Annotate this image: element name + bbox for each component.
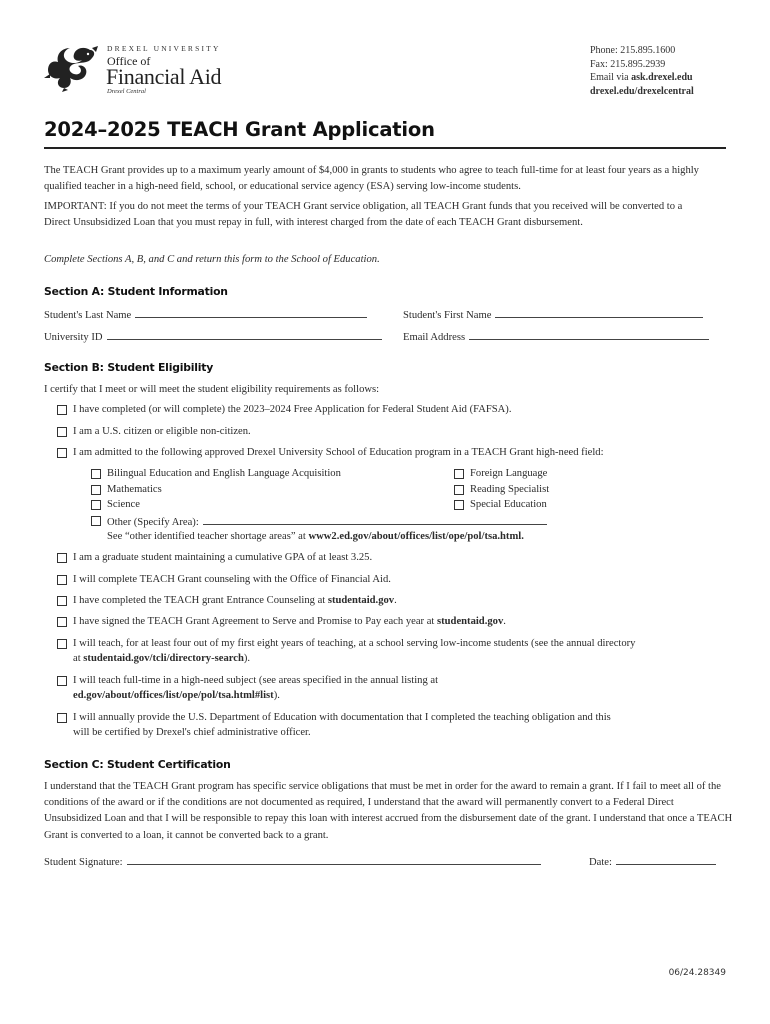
item-teach-high-need-line1: I will teach full-time in a high-need subject (see areas specified in the annual listing at	[73, 675, 439, 686]
field-reading-specialist-label: Reading Specialist	[470, 484, 550, 495]
university-id-field	[44, 328, 382, 343]
item-agreement-post: .	[503, 616, 506, 627]
item-fafsa-text: I have completed (or will complete) the 2023–2024 Free Application for Federal Student Aid (FAFSA).	[73, 404, 512, 415]
checkbox-agreement[interactable]	[57, 617, 67, 627]
item-teach-high-need-text	[73, 673, 733, 703]
checkbox-foreign-language[interactable]	[454, 469, 464, 479]
intro-paragraph-2: IMPORTANT: If you do not meet the terms of your TEACH Grant service obligation, all TEACH Grant funds that you received will be converted to a Direct Unsubsidized Loan that you must repay in full, with interest charged from the date of each TEACH Grant disbursement.	[44, 201, 683, 228]
item-counseling-pre: I will complete TEACH Grant counseling with the Office of Financial Aid.	[73, 574, 391, 585]
university-id-label: University ID	[44, 332, 103, 343]
field-special-education-label: Special Education	[470, 499, 547, 510]
email-label: Email Address	[403, 332, 466, 343]
page-title: 2024–2025 TEACH Grant Application	[44, 118, 435, 141]
form-code: 06/24.28349	[668, 968, 726, 978]
field-bilingual-label: Bilingual Education and English Language Acquisition	[107, 468, 341, 479]
email-field	[403, 328, 709, 343]
item-counseling-text	[73, 572, 391, 587]
checkbox-documentation[interactable]	[57, 713, 67, 723]
checkbox-citizen[interactable]	[57, 427, 67, 437]
checkbox-counseling[interactable]	[57, 575, 67, 585]
date-input[interactable]	[616, 853, 716, 865]
section-c-text: I understand that the TEACH Grant program has specific service obligations that must be met in order for the award to remain a grant. If I fail to meet all of the conditions of the award or if the conditions are not documented as required, I understand that the award will permanently convert to a Federal Direct Unsubsidized Loan and that I will be responsible to repay this loan with interest accrued from the disbursement date of the grant. I understand that once a TEACH Grant is converted to a loan, it cannot be converted back to a grant.	[44, 781, 733, 841]
item-citizen-text: I am a U.S. citizen or eligible non-citizen.	[73, 426, 251, 437]
item-teach-low-income-link[interactable]: studentaid.gov/tcli/directory-search	[83, 653, 244, 664]
item-entrance-link[interactable]: studentaid.gov	[327, 595, 395, 606]
shortage-areas-prefix: See “other identified teacher shortage areas” at	[107, 531, 309, 542]
checkbox-fafsa[interactable]	[57, 405, 67, 415]
checkbox-other[interactable]	[91, 516, 101, 526]
logo-department: Financial Aid	[106, 64, 222, 89]
intro-instructions: Complete Sections A, B, and C and return this form to the School of Education.	[44, 254, 380, 265]
contact-phone: Phone: 215.895.1600	[590, 45, 676, 56]
section-b-intro: I certify that I meet or will meet the student eligibility requirements as follows:	[44, 384, 380, 395]
section-a-title: Section A: Student Information	[44, 285, 228, 298]
item-gpa-pre: I am a graduate student maintaining a cumulative GPA of at least 3.25.	[73, 552, 373, 563]
date-label: Date:	[589, 857, 612, 868]
item-entrance-post: .	[394, 595, 397, 606]
checkbox-teach-high-need[interactable]	[57, 676, 67, 686]
item-entrance-pre: I have completed the TEACH grant Entrance Counseling at	[73, 595, 328, 606]
checkbox-bilingual[interactable]	[91, 469, 101, 479]
shortage-areas-note	[107, 529, 524, 544]
checkbox-reading-specialist[interactable]	[454, 485, 464, 495]
logo-university-name: DREXEL UNIVERSITY	[107, 44, 221, 53]
item-teach-low-income-line2	[73, 651, 733, 666]
logo-office-of: Office of	[107, 54, 151, 68]
item-teach-high-need-link[interactable]: ed.gov/about/offices/list/ope/pol/tsa.html#list	[73, 690, 274, 701]
section-b-title: Section B: Student Eligibility	[44, 361, 214, 374]
checkbox-science[interactable]	[91, 500, 101, 510]
first-name-label: Student's First Name	[403, 310, 492, 321]
item-admitted-text: I am admitted to the following approved Drexel University School of Education program in a TEACH Grant high-need field:	[73, 447, 604, 458]
field-science-label: Science	[107, 499, 140, 510]
intro-paragraph-1: The TEACH Grant provides up to a maximum yearly amount of $4,000 in grants to students who agree to teach full-time for at least four years as a highly qualified teacher in a high-need field, school, or educational service agency (ESA) serving low-income students.	[44, 165, 699, 192]
checkbox-admitted[interactable]	[57, 448, 67, 458]
item-agreement-link[interactable]: studentaid.gov	[437, 616, 504, 627]
signature-input[interactable]	[127, 853, 541, 865]
drexel-dragon-logo-icon	[44, 44, 100, 92]
checkbox-mathematics[interactable]	[91, 485, 101, 495]
last-name-input[interactable]	[135, 306, 367, 318]
shortage-areas-link[interactable]: www2.ed.gov/about/offices/list/ope/pol/tsa.html.	[308, 531, 524, 542]
section-c-title: Section C: Student Certification	[44, 758, 231, 771]
logo-subtitle: Drexel Central	[107, 88, 146, 95]
contact-email	[590, 71, 726, 85]
checkbox-special-education[interactable]	[454, 500, 464, 510]
contact-email-prefix: Email via	[590, 72, 632, 83]
field-other-label: Other (Specify Area):	[107, 517, 199, 528]
field-other	[107, 513, 547, 530]
item-entrance-text	[73, 593, 397, 608]
contact-block	[590, 44, 726, 98]
contact-fax: Fax: 215.895.2939	[590, 58, 666, 70]
date-field	[589, 853, 716, 868]
item-teach-low-income-post: ).	[243, 653, 251, 664]
first-name-field	[403, 306, 703, 321]
field-mathematics-label: Mathematics	[107, 484, 162, 495]
item-teach-high-need-line2	[73, 688, 733, 703]
title-divider	[44, 147, 726, 149]
university-id-input[interactable]	[107, 328, 382, 340]
item-teach-high-need-post: ).	[273, 690, 280, 701]
other-area-input[interactable]	[203, 513, 547, 525]
item-teach-low-income-line1: I will teach, for at least four out of my first eight years of teaching, at a school serving low-income students (see the annual directory	[73, 638, 636, 649]
signature-label: Student Signature:	[44, 857, 123, 868]
item-teach-low-income-pre: at	[73, 653, 84, 664]
checkbox-entrance-counseling[interactable]	[57, 596, 67, 606]
contact-website-link[interactable]: drexel.edu/drexelcentral	[590, 85, 694, 97]
item-teach-low-income-text	[73, 636, 733, 666]
email-input[interactable]	[469, 328, 709, 340]
item-documentation-text	[73, 710, 733, 740]
item-gpa-text	[73, 550, 372, 565]
contact-email-link[interactable]: ask.drexel.edu	[631, 72, 693, 83]
contact-website[interactable]	[590, 85, 726, 99]
item-agreement-text	[73, 614, 506, 629]
item-documentation-line2: will be certified by Drexel's chief administrative officer.	[73, 727, 311, 738]
signature-field	[44, 853, 541, 868]
item-agreement-pre: I have signed the TEACH Grant Agreement to Serve and Promise to Pay each year at	[73, 616, 438, 627]
checkbox-teach-low-income[interactable]	[57, 639, 67, 649]
field-foreign-language-label: Foreign Language	[470, 468, 548, 479]
last-name-field	[44, 306, 367, 321]
item-documentation-line1: I will annually provide the U.S. Department of Education with documentation that I completed the teaching obligation and this	[73, 712, 611, 723]
last-name-label: Student's Last Name	[44, 310, 132, 321]
first-name-input[interactable]	[495, 306, 703, 318]
checkbox-gpa[interactable]	[57, 553, 67, 563]
